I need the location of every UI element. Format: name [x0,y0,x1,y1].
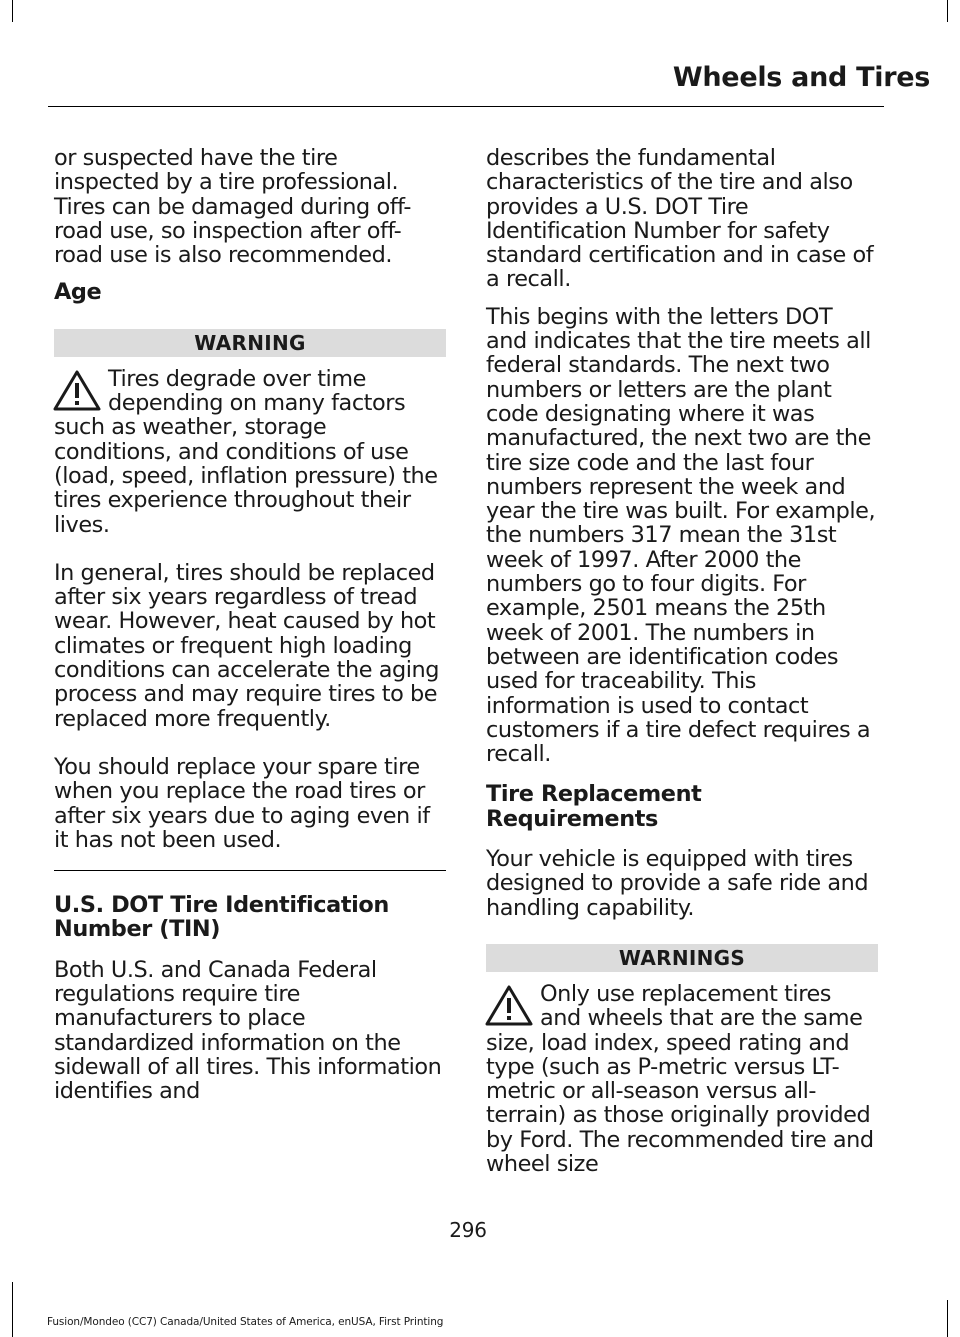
age-heading: Age [54,279,102,306]
crop-mark-top-left [12,0,13,22]
warnings-text: Only use replacement tires and wheels that are the same size, load index, speed rating and type (such as P-metric versus LT-metric or all-season versus all-terrain) as those originally provided by Ford. The recommended tire and wheel size [486,980,874,1177]
crop-mark-top-right [947,0,948,22]
section-divider [54,870,446,871]
right-column [486,146,878,1200]
warnings-label: WARNINGS [486,944,878,972]
regulations-paragraph: Both U.S. and Canada Federal regulations require tire manufacturers to place standardized information on the sidewall of all tires. This information identifies and [54,956,442,1105]
warning-triangle-icon [484,984,534,1028]
spare-tire-paragraph: You should replace your spare tire when you replace the road tires or after six years due to aging even if it has not been used. [54,753,430,853]
tin-heading: U.S. DOT Tire Identification Number (TIN) [54,892,389,943]
crop-mark-bottom-left [12,1282,13,1337]
characteristics-paragraph: describes the fundamental characteristics of the tire and also provides a U.S. DOT Tire Identification Number for safety standard certification and in case of a recall. [486,145,874,293]
page-number: 296 [449,1218,487,1242]
intro-paragraph: or suspected have the tire inspected by a tire professional. Tires can be damaged during off-road use, so inspection after off-road use is also recommended. [54,145,411,269]
warning-text: Tires degrade over time depending on many factors such as weather, storage conditions, and conditions of use (load, speed, inflation pressure) the tires experience throughout their lives. [54,365,438,538]
left-column [54,146,446,1117]
replacement-age-paragraph: In general, tires should be replaced after six years regardless of tread wear. However, heat caused by hot climates or frequent high loading conditions can accelerate the aging process and may require tires to be replaced more frequently. [54,559,440,732]
dot-code-paragraph: This begins with the letters DOT and indicates that the tire meets all federal standards. The next two numbers or letters are the plant code designating where it was manufactured, the next two are the tire size code and the last four numbers represent the week and year the tire was built. For example, the numbers 317 mean the 31st week of 1997. After 2000 the numbers go to four digits. For example, 2501 means the 25th week of 2001. The numbers in between are identification codes used for traceability. This information is used to contact customers if a tire defect requires a recall. [486,303,876,768]
warning-label: WARNING [54,329,446,357]
edition-footer: Fusion/Mondeo (CC7) Canada/United States of America, enUSA, First Printing [47,1316,444,1328]
warnings-block [486,982,878,1176]
page-title: Wheels and Tires [672,62,930,93]
warning-block [54,367,446,537]
header-divider [48,106,884,107]
replacement-heading: Tire Replacement Requirements [486,781,702,832]
warning-triangle-icon [52,369,102,413]
crop-mark-bottom-right [947,1300,948,1337]
equipped-paragraph: Your vehicle is equipped with tires designed to provide a safe ride and handling capability. [486,846,869,921]
